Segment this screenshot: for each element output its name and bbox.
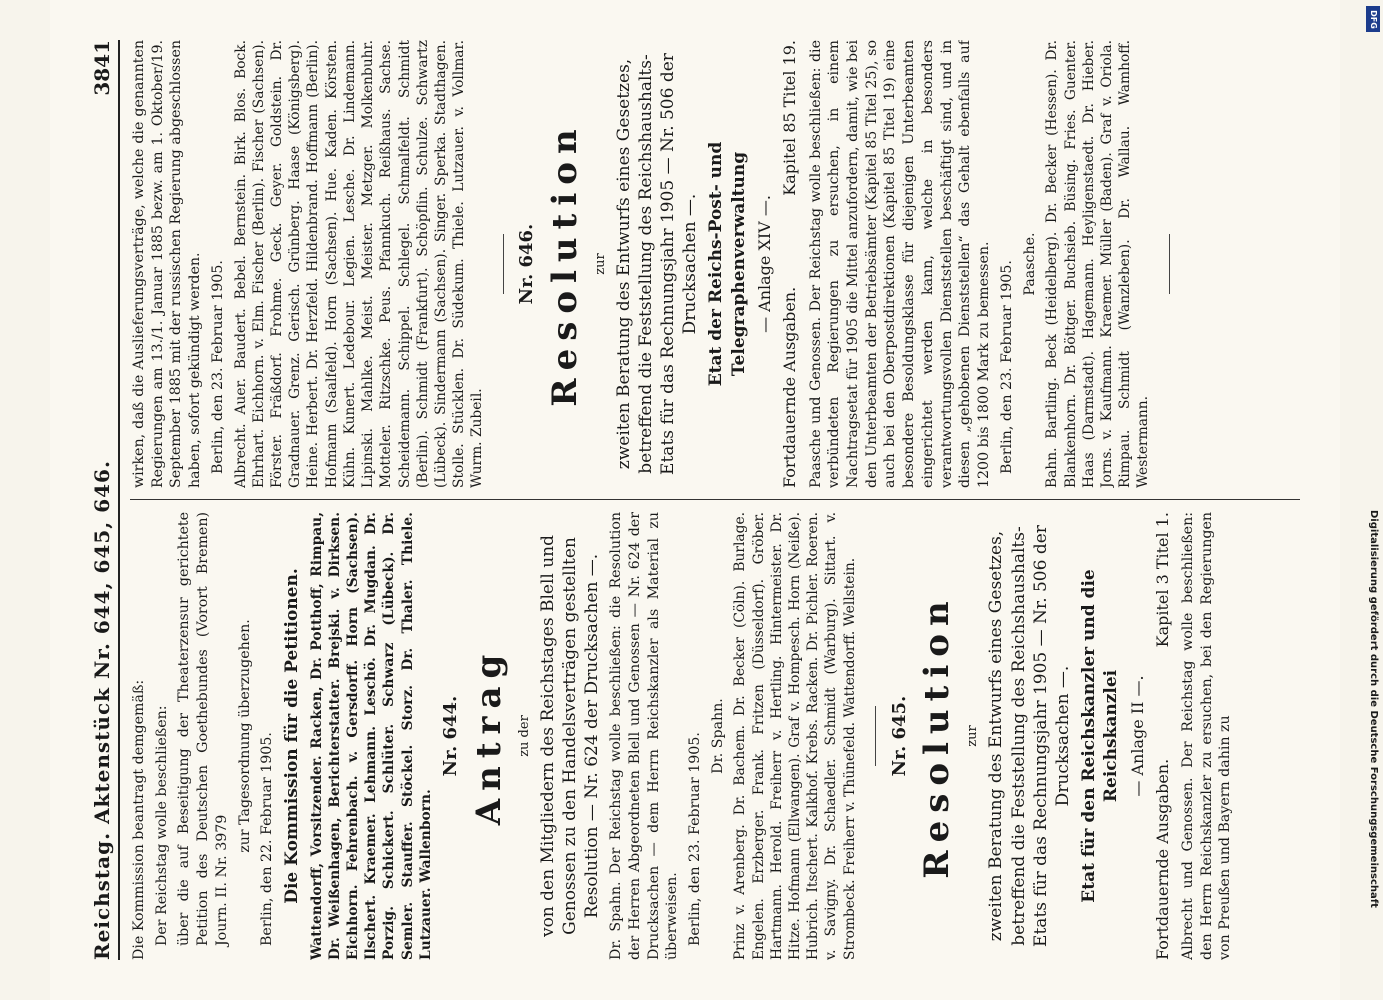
albrecht-paragraph: Albrecht und Genossen. Der Reichstag wolle beschließen: den Herrn Reichskanzler zu ersuchen, bei den Regierungen von Preußen und Bayern dahin zu [1179,512,1234,960]
credit-text: Digitalisierung gefördert durch die Deutsche Forschungsgemeinschaft [1368,510,1379,908]
date-line: Berlin, den 23. Februar 1905. [209,260,226,474]
nl-members: Bahn. Bartling. Beck (Heidelberg). Dr. Becker (Hessen). Dr. Blankenhorn. Dr. Böttger. Buchsieb. Büsing. Fries. Guenter. Haas (Darmstadt). Hagemann. Heyligenstaedt. Dr. Hieber. Jorns. v. Kaufmann. Kraemer. Müller (Baden). Graf v. Oriola. Rimpau. Schmidt (Wanzleben). Dr. Wallau. Wamhoff. Westermann. [1044,40,1152,488]
date-line: Berlin, den 23. Februar 1905. [687,732,703,946]
dfg-logo-text: DFG [1368,9,1378,29]
resolution-646-subtitle: zweiten Beratung des Entwurfs eines Gesetzes, betreffend die Feststellung des Reichshaushalts-Etats für das Rechnungsjahr 1905 — Nr. 506 der Drucksachen —. [614,53,701,475]
tagesordnung-line: zur Tagesordnung überzugehen. [236,619,253,853]
zu-der-line: zu der [516,715,532,757]
resolution-645-subtitle: zweiten Beratung des Entwurfs eines Gesetzes, betreffend die Feststellung des Reichshaushalts-Etats für das Rechnungsjahr 1905 — Nr. 506 der Drucksachen —. [986,525,1073,947]
spahn-signature: Dr. Spahn. [709,698,726,774]
resolution-645-title: Resolution [917,593,958,879]
fortdauernde-646 [779,40,800,488]
dfg-logo [1366,6,1380,32]
beschliessen-line: Der Reichstag wolle beschließen: [153,705,170,946]
nr-644: Nr. 644. [440,695,461,777]
separator-rule [1157,40,1176,488]
kommission-heading: Die Kommission für die Petitionen. [282,568,303,904]
kapitel-label: Kapitel 3 Titel 1. [1152,512,1172,648]
fortdauernde-label: Fortdauernde Ausgaben. [1152,758,1172,960]
date-line: Berlin, den 22. Februar 1905. [259,732,276,946]
zur-line: zur [592,253,608,275]
separator-rule [863,512,882,960]
fortdauernde-label: Fortdauernde Ausgaben. [780,286,800,488]
kommission-members: Wattendorff, Vorsitzender. Racken, Dr. Potthoff, Rimpau, Dr. Weißenhagen, Berichterstatter. Brejski. v. Dirksen. Eichhorn. Fehrenbach. v. Gersdorff. Horn (Sachsen). Ilschert. Kraemer. Lehmann. Leschö. Dr. Mugdan. Dr. Porzig. Schickert. Schlüter. Schwarz (Lübeck). Dr. Semler. Stauffer. Stöckel. Storz. Dr. Thaler. Thiele. Lutzauer. Wallenborn. [308,512,434,960]
antrag-title: Antrag [468,646,509,826]
zentrum-members: Prinz v. Arenberg. Dr. Bachem. Dr. Becker (Cöln). Burlage. Engelen. Erzberger. Frank. Fritzen (Düsseldorf). Gröber. Hartmann. Herold. Freiherr v. Hertling. Hintermeister. Dr. Hitze. Hofmann (Ellwangen). Graf v. Hompesch. Horn (Neiße). Hubrich. Itschert. Kalkhof. Krebs. Racken. Dr. Pichler. Roeren. v. Savigny. Dr. Schaedler. Schmidt (Warburg). Sittart. v. Strombeck. Freiherr v. Thünefeld. Wattendorff. Wellstein. [732,512,858,960]
page-header [90,40,120,960]
nr-645: Nr. 645. [888,695,910,777]
zur-line: zur [965,725,981,747]
etat-645: Etat für den Reichskanzler und die Reichskanzlei [1078,569,1122,903]
document-page [50,0,1340,1000]
date-line: Berlin, den 23. Februar 1905. [998,260,1015,474]
resolution-646-title: Resolution [545,121,585,407]
page-number: 3841 [90,40,114,96]
nr-646: Nr. 646. [516,223,538,305]
two-column-body [130,40,1300,960]
kapitel-label: Kapitel 85 Titel 19. [780,40,800,196]
left-column [130,512,1300,960]
separator-rule [491,40,510,488]
anlage-645: — Anlage II —. [1127,675,1147,797]
anlage-646: — Anlage XIV —. [755,195,775,333]
fortdauernde-645 [1152,512,1173,960]
antrag-subtitle: von den Mitgliedern des Reichstages Blell und Genossen zu den Handelsverträgen gestellten Resolution — Nr. 624 der Drucksachen —. [537,534,602,938]
continuation-text: wirken, daß die Auslieferungsverträge, welche die genannten Regierungen am 13./1. Januar 1885 bezw. am 1. Oktober/19. September 1885 mit der russischen Regierung abgeschlossen haben, sofort gekündigt werden. [131,40,204,488]
right-column [130,40,1300,488]
paasche-paragraph: Paasche und Genossen. Der Reichstag wolle beschließen: die verbündeten Regierungen zu ersuchen, in einem Nachtragsetat für 1905 die Mittel anzufordern, damit, wie bei den Unterbeamten der Betriebsämter (Kapitel 85 Titel 25), so auch bei den Oberpostdirektionen (Kapitel 85 Titel 19) eine besondere Besoldungsklasse für diejenigen Unterbeamten eingerichtet werden kann, welche in besonders verantwortungsvollen Dienststellen beschäftigt sind, und in diesen „gehobenen Dienststellen“ das Gehalt ebenfalls auf 1200 bis 1800 Mark zu bemessen. [807,40,993,488]
intro-line: Die Kommission beantragt demgemäß: [131,679,147,960]
petition-text: über die auf Beseitigung der Theaterzensur gerichtete Petition des Deutschen Goethebundes (Vorort Bremen) Journ. II. Nr. 3979 [176,512,230,946]
digitization-credit [1365,510,1379,990]
paasche-signature: Paasche. [1021,232,1038,296]
spd-members: Albrecht. Auer. Baudert. Bebel. Bernstein. Birk. Blos. Bock. Ehrhart. Eichhorn. v. Elm. Fischer (Berlin). Fischer (Sachsen). Förster. Fräßdorf. Frohme. Geck. Geyer. Goldstein. Dr. Gradnauer. Grenz. Gerisch. Grünberg. Haase (Königsberg). Heine. Herbert. Dr. Herzfeld. Hildenbrand. Hoffmann (Berlin). Hofmann (Saalfeld). Horn (Sachsen). Hue. Kaden. Körsten. Kühn. Kunert. Ledebour. Legien. Lesche. Dr. Lindemann. Lipinski. Mahlke. Meist. Meister. Metzger. Molkenbuhr. Motteler. Ritzschke. Peus. Pfannkuch. Reißhaus. Sachse. Scheidemann. Schippel. Schlegel. Schmalfeldt. Schmidt (Berlin). Schmidt (Frankfurt). Schöpflin. Schulze. Schwartz (Lübeck). Sindermann (Sachsen). Singer. Sperka. Stadthagen. Stolle. Stücklen. Dr. Südekum. Thiele. Lutzauer. v. Vollmar. Wurm. Zubeil. [232,40,486,488]
spahn-paragraph: Dr. Spahn. Der Reichstag wolle beschließen: die Resolution der Herren Abgeordneten Blell und Genossen — Nr. 624 der Drucksachen — dem Herrn Reichskanzler als Material zu überweisen. [608,512,681,960]
etat-646: Etat der Reichs-Post- und Telegraphenverwaltung [706,141,749,387]
header-title: Reichstag. Aktenstück Nr. 644, 645, 646. [90,460,114,960]
